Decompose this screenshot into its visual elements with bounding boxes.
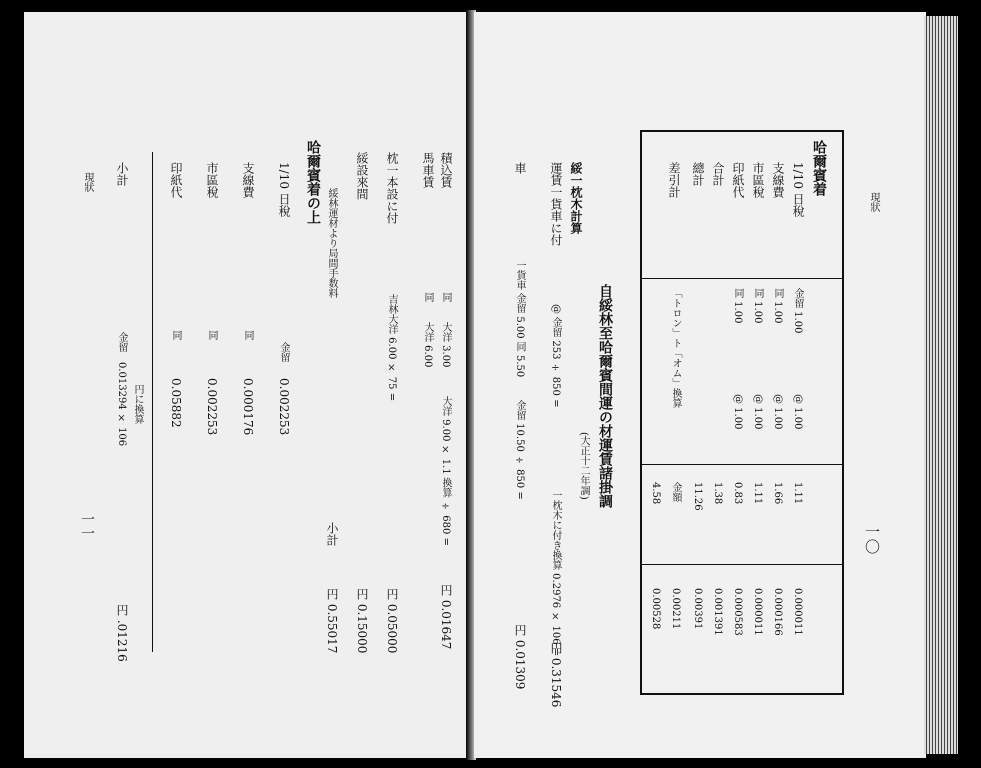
page-edges <box>924 16 958 754</box>
misc-label: 綏設來間 <box>355 152 369 200</box>
loading-same: 同 <box>440 292 451 302</box>
freight-result: 円 0.31546 <box>549 642 563 708</box>
table-row-total: 0.000011 <box>792 588 803 636</box>
table-row-label: 支線費 <box>771 162 785 198</box>
table-row-op: @ 1.00 <box>792 394 803 430</box>
table-row-val: 1.38 <box>712 482 723 505</box>
table-row-val: 11.26 <box>692 482 703 511</box>
wagon-label: 車 <box>513 162 527 174</box>
table-row-label: 1/10 日稅 <box>791 162 805 217</box>
table-row-label: 合計 <box>711 162 725 186</box>
row-value: 0.002253 <box>277 378 291 436</box>
freight-label: 運賃一貨車に付 <box>549 162 563 246</box>
table-row-val: 1.66 <box>772 482 783 505</box>
table-row-rate: 同 1.00 <box>752 288 763 324</box>
row-value: 0.002253 <box>205 378 219 436</box>
wagon-result: 円 0.01309 <box>513 624 527 690</box>
freight-conversion: 一枕木に付き換算 0.2976 × 106 = <box>550 490 561 657</box>
table-row-val: 金額 <box>670 482 681 502</box>
table-row-total: 0.00211 <box>670 588 681 630</box>
divider-line <box>152 152 153 652</box>
subtotal-value: 円 0.55017 <box>325 588 339 654</box>
table-row-total: 0.001391 <box>712 588 723 636</box>
wood-label: 枕一本設に付 <box>385 152 399 224</box>
subtotal-label: 小計 <box>325 522 339 546</box>
row-label: 印紙代 <box>169 162 183 198</box>
wagon-calc: 一貨車 金留 5.00 同 5.50 <box>514 260 525 378</box>
row-value: 0.000176 <box>241 378 255 436</box>
table-row-val: 0.83 <box>732 482 743 505</box>
cart-label: 馬車賃 <box>421 152 435 188</box>
freight-calc: @ 金留 253 ÷ 850 = <box>550 304 561 408</box>
page-subtitle: (大正十二年調) <box>578 432 589 500</box>
table-row-label: 市區稅 <box>751 162 765 198</box>
row-label: 支線費 <box>241 162 255 198</box>
table-rule <box>642 564 842 565</box>
conversion-label: 円に換算 <box>132 384 143 424</box>
right-page <box>474 12 926 758</box>
table-row-rate: 同 1.00 <box>772 288 783 324</box>
row-same: 同 <box>170 330 181 340</box>
wood-desc: 吉林大洋 6.00 × 75 = <box>386 294 397 402</box>
row-same: 同 <box>206 330 217 340</box>
handling-result: 円 0.01647 <box>439 584 453 650</box>
table-row-rate: 金留 1.00 <box>792 288 803 334</box>
wood-result: 円 0.05000 <box>385 588 399 654</box>
table-rule <box>642 278 842 279</box>
subtotal-label: 小計 <box>115 162 129 186</box>
loading-label: 積込賃 <box>439 152 453 188</box>
table-row-total: 0.000583 <box>732 588 743 636</box>
table-row-total: 0.000166 <box>772 588 783 636</box>
table-rule <box>642 464 842 465</box>
cart-desc: 大洋 6.00 <box>422 322 433 368</box>
table-row-val: 1.11 <box>792 482 803 505</box>
table-row-label: 總計 <box>691 162 705 186</box>
table-title: 哈爾賓着 <box>811 140 827 196</box>
row-value: 0.05882 <box>169 378 183 428</box>
table-row-total: 0.00528 <box>650 588 661 630</box>
note-text: 綏林運材より局間手数料 <box>326 188 337 298</box>
cost-table <box>640 130 844 695</box>
wagon-calc-total: 金留 10.50 ÷ 850 = <box>514 400 525 500</box>
handling-calc: 大洋 9.00 × 1.1 換算 ÷ 680 = <box>440 396 451 546</box>
table-row-label: 印紙代 <box>731 162 745 198</box>
left-page-continued <box>290 12 466 758</box>
table-row-op: @ 1.00 <box>752 394 763 430</box>
table-row-total: 0.000011 <box>752 588 763 636</box>
running-head: 現狀 <box>868 192 879 212</box>
table-row-val: 1.11 <box>752 482 763 505</box>
running-head: 現狀 <box>82 172 93 192</box>
row-label: 市區稅 <box>205 162 219 198</box>
table-row-label: 差引計 <box>667 162 681 198</box>
row-label: 1/10 日稅 <box>277 162 291 217</box>
table-row-rate: 「トロン」ト「オム」換算 <box>670 288 681 408</box>
page-number: 一一 <box>79 512 95 540</box>
page-number: 一〇 <box>863 524 881 554</box>
table-row-total: 0.00391 <box>692 588 703 630</box>
misc-result: 円 0.15000 <box>355 588 369 654</box>
section-heading: 哈爾賓着の上 <box>305 140 321 224</box>
row-same: 同 <box>242 330 253 340</box>
row-unit: 金留 <box>278 342 289 362</box>
subtotal-value: 円 .01216 <box>115 604 129 662</box>
table-row-op: @ 1.00 <box>732 394 743 430</box>
table-row-op: @ 1.00 <box>772 394 783 430</box>
subtotal-calc: 0.013294 × 106 <box>116 362 127 447</box>
subtotal-unit: 金留 <box>116 332 127 352</box>
table-row-val: 4.58 <box>650 482 661 505</box>
loading-desc: 大洋 3.00 <box>440 322 451 368</box>
cart-same: 同 <box>422 292 433 302</box>
page-title: 自綏林至哈爾賓間運の材運賃諸掛調 <box>597 284 613 508</box>
table-row-rate: 同 1.00 <box>732 288 743 324</box>
section-heading: 綏一枕木計算 <box>569 162 583 234</box>
